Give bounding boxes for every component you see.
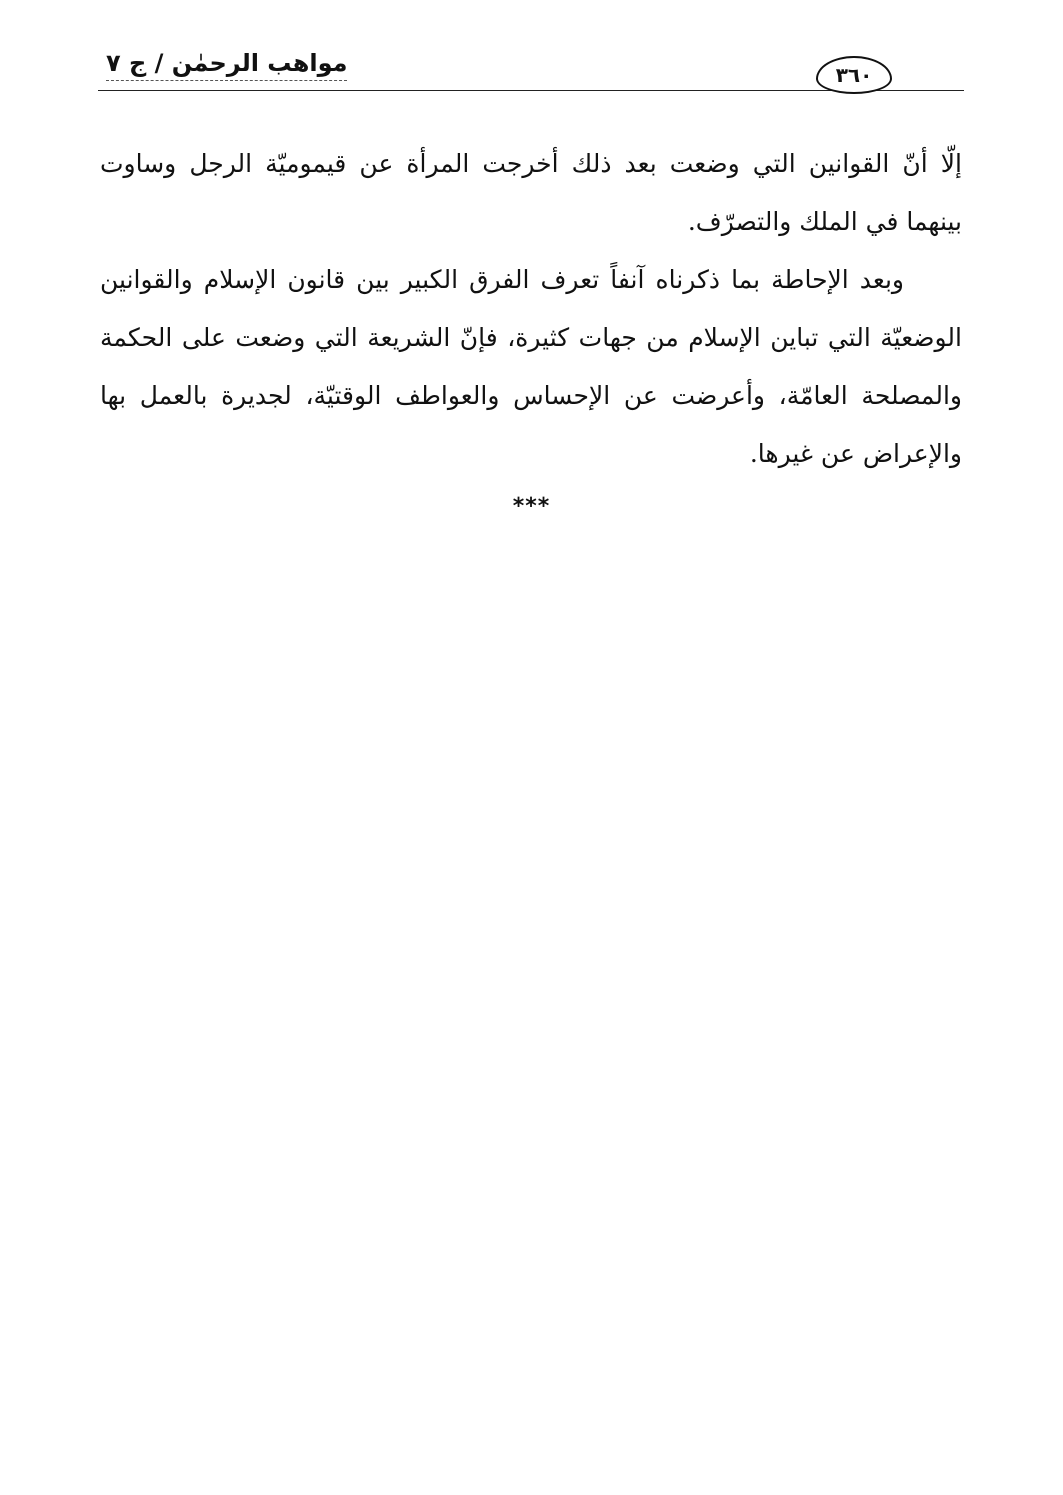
running-title: مواهب الرحمٰن / ج ٧ xyxy=(106,46,347,81)
section-separator: *** xyxy=(512,494,551,519)
page-number-badge xyxy=(816,56,892,94)
body-text xyxy=(100,135,962,483)
paragraph: وبعد الإحاطة بما ذكرناه آنفاً تعرف الفرق الكبير بين قانون الإسلام والقوانين الوضعيّة التي تباين الإسلام من جهات كثيرة، فإنّ الشريعة التي وضعت على الحكمة والمصلحة العامّة، وأعرضت عن الإحساس والعواطف الوقتيّة، لجديرة بالعمل بها والإعراض عن غيرها. xyxy=(100,265,962,468)
page-header xyxy=(98,38,964,98)
page-number: ٣٦٠ xyxy=(835,63,873,87)
paragraph: إلّا أنّ القوانين التي وضعت بعد ذلك أخرجت المرأة عن قيموميّة الرجل وساوت بينهما في الملك والتصرّف. xyxy=(100,149,962,236)
